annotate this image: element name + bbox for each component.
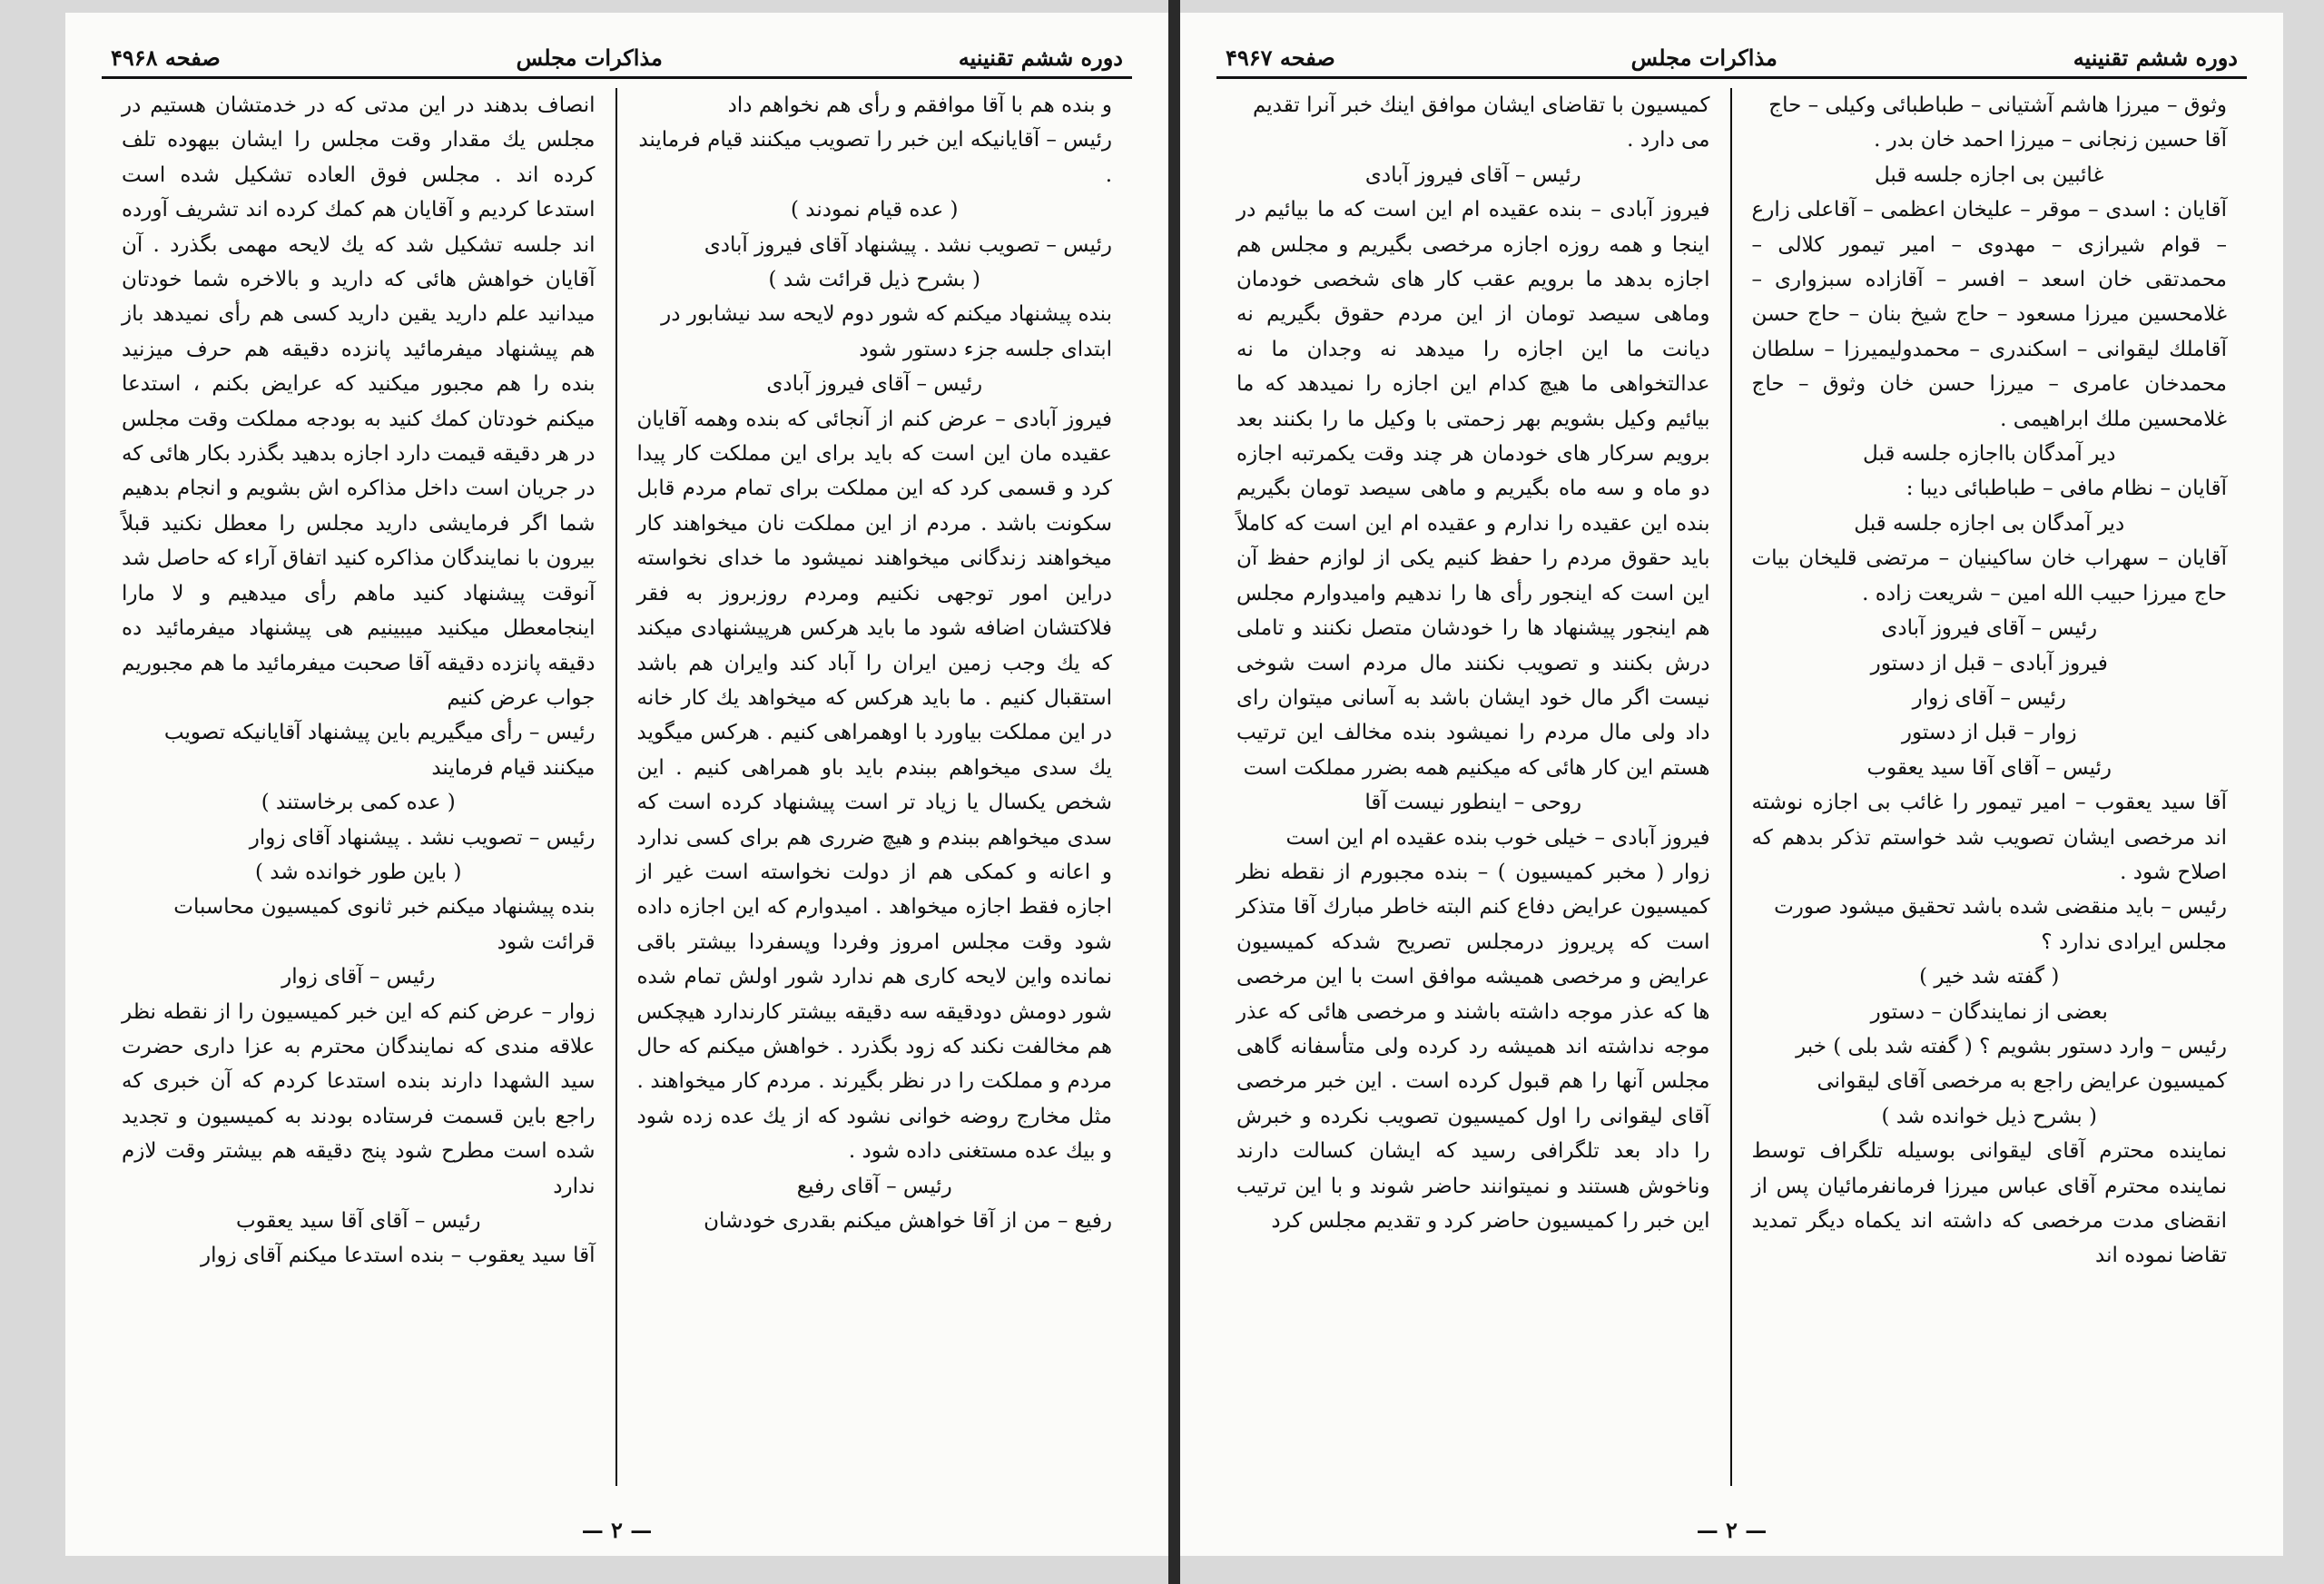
paragraph: ( گفته شد خیر ) <box>1919 965 2060 989</box>
text-columns <box>102 88 1132 1486</box>
page-header <box>1216 34 2247 79</box>
paragraph: روحی – اینطور نیست آقا <box>1364 791 1582 815</box>
paragraph: رئیس – وارد دستور بشویم ؟ ( گفته شد بلی ) خبر کمیسیون عرایض راجع به مرخصی آقای لیقوانی <box>1796 1034 2227 1094</box>
paragraph: رئیس – آقای زوار <box>281 965 436 989</box>
paragraph: زوار – عرض کنم که این خبر کمیسیون را از نقطه نظر علاقه مندی که نمایندگان محترم به عزا داری حضرت سید الشهدا دارند بنده استدعا کردم که آن خبری که راجع باین قسمت فرستاده بودند به کمیسیون و تجدید شده است مطرح شود پنج دقیقه هم بیشتر وقت لازم ندارد <box>122 999 596 1198</box>
header-title: مذاکرات مجلس <box>516 44 663 71</box>
paragraph: بنده پیشنهاد میکنم خبر ثانوی کمیسیون محاسبات قرائت شود <box>173 895 596 954</box>
paragraph: رئیس – آقای فیروز آبادی <box>766 372 983 397</box>
paragraph: ( بشرح ذیل خوانده شد ) <box>1881 1104 2097 1128</box>
page-header <box>102 34 1132 79</box>
book-gutter <box>1168 0 1180 1584</box>
paragraph: رئیس – آقای فیروز آبادی <box>1364 162 1581 187</box>
page-4968 <box>65 13 1168 1556</box>
paragraph: رئیس – تصویب نشد . پیشنهاد آقای فیروز آبادی <box>704 232 1112 257</box>
paragraph: آقایان – سهراب خان ساکینیان – مرتضی قلیخان بیات حاج میرزا حبیب الله امین – شریعت زاده . <box>1751 546 2227 605</box>
paragraph: ( عده قیام نمودند ) <box>790 198 959 222</box>
paragraph: رئیس – باید منقضی شده باشد تحقیق میشود صورت مجلس ایرادی ندارد ؟ <box>1774 895 2227 954</box>
paragraph: رئیس – تصویب نشد . پیشنهاد آقای زوار <box>249 825 596 850</box>
paragraph: ( عده کمی برخاستند ) <box>261 791 456 815</box>
paragraph: زوار – قبل از دستور <box>1901 721 2077 745</box>
text-column-right <box>617 88 1133 1486</box>
page-number-label: صفحه ۴۹۶۸ <box>111 44 221 71</box>
paragraph: فیروز آبادی – قبل از دستور <box>1870 651 2108 675</box>
page-4967 <box>1180 13 2283 1556</box>
paragraph: رئیس – آقای زوار <box>1912 685 2066 710</box>
paragraph: رئیس – آقای رفیع <box>796 1174 952 1198</box>
paragraph: بنده پیشنهاد میکنم که شور دوم لایحه سد نیشابور در ابتدای جلسه جزء دستور شود <box>661 302 1112 361</box>
paragraph: انصاف بدهند در این مدتی که در خدمتشان هستیم در مجلس یك مقدار وقت مجلس را ایشان بیهوده تلف کرده اند . مجلس فوق العاده تشکیل شده است استدعا کردیم و آقایان هم کمك کرده اند تشریف آورده اند جلسه تشکیل شد که یك لایحه مهمی بگذرد . آن آقایان خواهش هائی که دارید و بالاخره شما خودتان میدانید علم دارید یقین دارید کسی هم رأی نمیدهد باز هم پیشنهاد میفرمائید پانزده دقیقه هم حرف میزنید بنده را هم مجبور میکنید که عرایض بکنم ، استدعا میکنم خودتان کمك کنید به بودجه مملکت وقت مجلس در هر دقیقه قیمت دارد اجازه بدهید بگذرد بکار هائی که در جریان است داخل مذاکره اش بشویم و انجام بدهیم شما اگر فرمایشی دارید مجلس را معطل نکنید قبلاً بیرون با نمایندگان مذاکره کنید اتفاق آراء که حاصل شد آنوقت پیشنهاد کنید ماهم رأی میدهیم و لا مارا اینجامعطل میکنید میبینیم هی پیشنهاد میفرمائید ده دقیقه پانزده دقیقه آقا صحبت میفرمائید ما هم مجبوریم جواب عرض کنیم <box>122 93 596 710</box>
paragraph: رئیس – آقای فیروز آبادی <box>1881 616 2098 641</box>
paragraph: نماینده محترم آقای لیقوانی بوسیله تلگراف توسط نماینده محترم آقای عباس میرزا فرمانفرمائیان پس از انقضای مدت مرخصی که داشته اند یکماه دیگر تمدید تقاضا نموده اند <box>1751 1139 2227 1268</box>
paragraph: فیروز آبادی – عرض کنم از آنجائی که بنده وهمه آقایان عقیده مان این است که باید برای این مملکت کار پیدا کرد و قسمی کرد که این مملکت برای تمام مردم قابل سکونت باشد . مردم از این مملکت نان میخواهند کار میخواهند زندگانی میخواهند نمیشود ما خدای نخواسته دراین امور توجهی نکنیم ومردم روزبروز به فقر فلاکتشان اضافه شود ما باید هرکس هرپیشنهادی میکند که یك وجب زمین ایران را آباد کند وایران هم باشد استقبال کنیم . ما باید هرکس که میخواهد یك کار خانه در این مملکت بیاورد با اوهمراهی کنیم . هرکس میگوید یك سدی میخواهم ببندم باید باو همراهی کنیم . این شخص یکسال یا زیاد تر است پیشنهاد کرده است که سدی میخواهم ببندم و هیچ ضرری هم برای کسی ندارد و اعانه و کمکی هم از دولت نخواسته است غیر از اجازه فقط اجازه میخواهد . امیدوارم که این اجازه داده شود وقت مجلس امروز وفردا وپسفردا بیشتر باقی نمانده واین لایحه کاری هم ندارد شور اولش تمام شده شور دومش دودقیقه سه دقیقه بیشتر کارندارد هیچکس هم مخالفت نکند که زود بگذرد . خواهش میکنم که حال مردم و مملکت را در نظر بگیرند . مردم کار میخواهند . مثل مخارج روضه خوانی نشود که از یك عده زده شود و بیك عده مستغنی داده شود . <box>636 407 1112 1164</box>
paragraph: فیروز آبادی – بنده عقیده ام این است که ما بیائیم در اینجا و همه روزه اجازه مرخصی بگیریم و مجلس هم اجازه بدهد ما برویم عقب کار های شخصی خودمان وماهی سیصد تومان از این مردم حقوق بگیریم نه دیانت ما این اجازه را میدهد نه وجدان ما نه عدالتخواهی ما هیچ کدام این اجازه را نمیدهد که ما بیائیم وکیل بشویم بهر زحمتی با وکیل ما را بکنند بعد برویم سرکار های خودمان هر چند وقت یکمرتبه اجازه دو ماه و سه ماه بگیریم و ماهی سیصد تومان بگیریم بنده این عقیده را ندارم و عقیده ام این است که کاملاً باید حقوق مردم را حفظ کنیم یکی از لوازم حفظ آن این است که اینجور رأی ها را ندهیم وامیدوارم مجلس هم اینجور پیشنهاد ها را خودشان متصل نکنند و تاملی درش بکنند و تصویب نکنند مال مردم است شوخی نیست اگر مال خود ایشان باشد به آسانی میتوان رای داد ولی مال مردم را نمیشود بنده مخالف این ترتیب هستم این کار هائی که میکنیم همه بضرر مملکت است <box>1236 198 1710 780</box>
session-label: دوره ششم تقنینیه <box>958 44 1123 71</box>
paragraph: رئیس – رأی میگیریم باین پیشنهاد آقایانیکه تصویب میکنند قیام فرمایند <box>163 721 596 780</box>
paragraph: آقایان – نظام مافی – طباطبائی دیبا : <box>1905 477 2227 501</box>
paragraph: رفیع – من از آقا خواهش میکنم بقدری خودشان <box>704 1209 1112 1233</box>
session-label: دوره ششم تقنینیه <box>2073 44 2238 71</box>
paragraph: فیروز آبادی – خیلی خوب بنده عقیده ام این است <box>1285 825 1710 850</box>
paragraph: آقا سید یعقوب – امیر تیمور را غائب بی اجازه نوشته اند مرخصی ایشان تصویب شد خواستم تذکر بدهم که اصلاح شود . <box>1751 791 2227 884</box>
paragraph: ( بشرح ذیل قرائت شد ) <box>768 268 980 292</box>
page-footer: — ۲ — <box>581 1517 653 1543</box>
page-number-label: صفحه ۴۹۶۷ <box>1226 44 1335 71</box>
paragraph: کمیسیون با تقاضای ایشان موافق اینك خبر آنرا تقدیم می دارد . <box>1252 93 1710 152</box>
text-column-right <box>1732 88 2248 1486</box>
paragraph: وثوق – میرزا هاشم آشتیانی – طباطبائی وکیلی – حاج آقا حسین زنجانی – میرزا احمد خان بدر . <box>1768 93 2227 152</box>
paragraph: رئیس – آقایانیکه این خبر را تصویب میکنند قیام فرمایند . <box>638 128 1112 187</box>
paragraph: بعضی از نمایندگان – دستور <box>1870 999 2108 1024</box>
paragraph: رئیس – آقای آقا سید یعقوب <box>1866 755 2112 780</box>
paragraph: زوار ( مخبر کمیسیون ) – بنده مجبورم از نقطه نظر کمیسیون عرایض دفاع کنم البته خاطر مبارك آقا متذکر است که پریروز درمجلس تصریح شدکه کمیسیون عرایض و مرخصی همیشه موافق است با این مرخصی ها که عذر موجه داشته باشند و مرخصی هائی که عذر موجه نداشته اند همیشه رد کرده ولی متأسفانه گاهی مجلس آنها را هم قبول کرده است . این خبر مرخصی آقای لیقوانی را اول کمیسیون تصویب نکرده و خبرش را داد بعد تلگرافی رسید که ایشان کسالت دارند وناخوش هستند و نمیتوانند حاضر شوند و با این ترتیب این خبر را کمیسیون حاضر کرد و تقدیم مجلس کرد <box>1236 860 1710 1233</box>
paragraph: و بنده هم با آقا موافقم و رأی هم نخواهم داد <box>727 93 1112 117</box>
text-columns <box>1216 88 2247 1486</box>
header-title: مذاکرات مجلس <box>1630 44 1777 71</box>
paragraph: ( باین طور خوانده شد ) <box>255 860 462 884</box>
paragraph: دیر آمدگان بی اجازه جلسه قبل <box>1854 511 2125 536</box>
paragraph: رئیس – آقای آقا سید یعقوب <box>235 1209 481 1233</box>
paragraph: غائبین بی اجازه جلسه قبل <box>1875 162 2104 187</box>
paragraph: دیر آمدگان بااجازه جلسه قبل <box>1863 442 2116 467</box>
page-footer: — ۲ — <box>1696 1517 1768 1543</box>
paragraph: آقا سید یعقوب – بنده استدعا میکنم آقای زوار <box>200 1244 596 1268</box>
text-column-left <box>102 88 617 1486</box>
paragraph: آقایان : اسدی – موقر – علیخان اعظمی – آقاعلی زارع – قوام شیرازی – مهدوی – امیر تیمور کلالی – محمدتقی خان اسعد – افسر – آقازاده سبزواری – غلامحسین میرزا مسعود – حاج شیخ بنان – حاج حسن آقاملك لیقوانی – اسکندری – محمدولیمیرزا – سلطان محمدخان عامری – میرزا حسن خان وثوق – حاج غلامحسین ملك ابراهیمی . <box>1751 198 2227 431</box>
text-column-left <box>1216 88 1732 1486</box>
